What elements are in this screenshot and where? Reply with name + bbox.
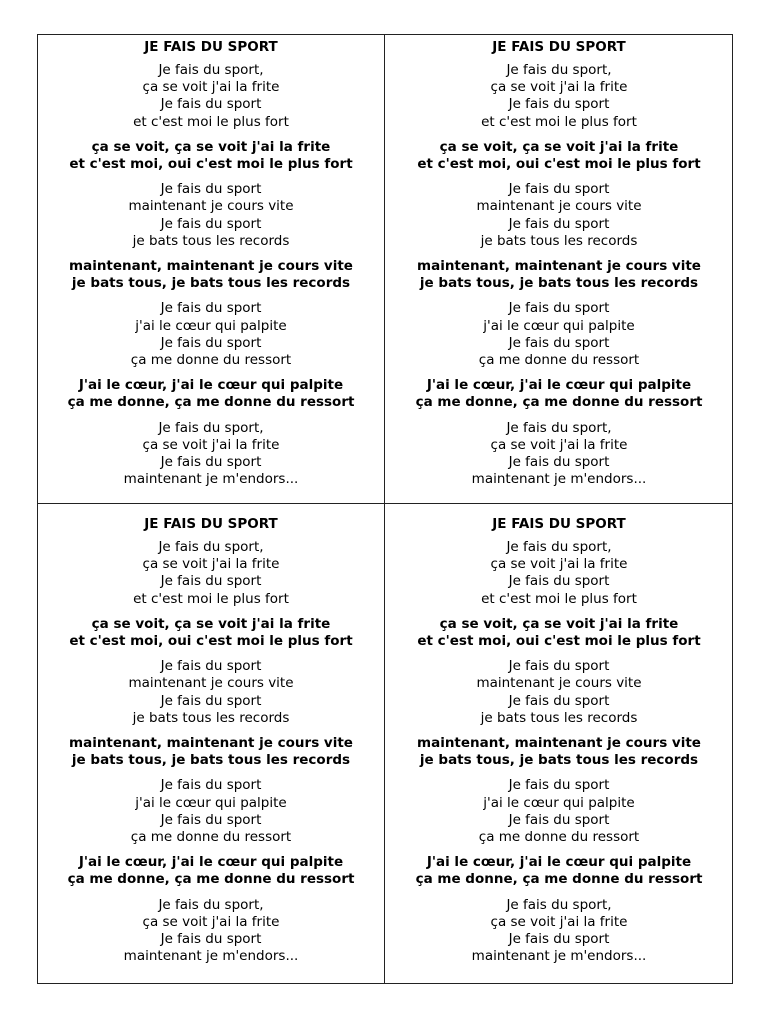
lyric-line: ça me donne, ça me donne du ressort xyxy=(415,871,703,888)
lyric-line: ça me donne du ressort xyxy=(130,352,292,369)
lyric-line: maintenant je cours vite xyxy=(128,675,294,692)
chorus-stanza xyxy=(38,377,384,411)
lyric-line: maintenant je cours vite xyxy=(128,198,294,215)
lyric-line: je bats tous les records xyxy=(480,709,638,726)
chorus-stanza xyxy=(38,139,384,173)
song-title: JE FAIS DU SPORT xyxy=(144,39,278,55)
chorus-stanza xyxy=(385,377,733,411)
lyric-line: ça se voit j'ai la frite xyxy=(142,913,280,930)
verse-stanza xyxy=(38,420,384,489)
verse-stanza xyxy=(38,777,384,846)
lyric-line: Je fais du sport xyxy=(160,454,262,471)
lyric-line: ça me donne, ça me donne du ressort xyxy=(67,871,355,888)
lyric-line: Je fais du sport xyxy=(160,692,262,709)
lyrics-card-bottom-left xyxy=(38,504,385,984)
verse-stanza xyxy=(385,420,733,489)
lyric-line: Je fais du sport xyxy=(160,300,262,317)
chorus-stanza xyxy=(38,735,384,769)
lyric-line: j'ai le cœur qui palpite xyxy=(483,794,635,811)
chorus-stanza xyxy=(38,854,384,888)
lyric-line: Je fais du sport xyxy=(508,96,610,113)
song-title: JE FAIS DU SPORT xyxy=(492,516,626,532)
lyric-line: j'ai le cœur qui palpite xyxy=(135,794,287,811)
lyric-line: maintenant je cours vite xyxy=(476,675,642,692)
verse-stanza xyxy=(38,300,384,369)
lyric-line: ça se voit j'ai la frite xyxy=(490,79,628,96)
verse-stanza xyxy=(38,897,384,966)
lyric-line: Je fais du sport xyxy=(508,811,610,828)
lyric-line: Je fais du sport, xyxy=(158,539,264,555)
lyric-line: maintenant je cours vite xyxy=(476,198,642,215)
lyric-line: Je fais du sport xyxy=(508,931,610,948)
lyric-line: Je fais du sport xyxy=(160,931,262,948)
song-title: JE FAIS DU SPORT xyxy=(492,39,626,55)
lyric-line: maintenant je m'endors... xyxy=(471,948,647,965)
lyric-line: Je fais du sport, xyxy=(158,419,264,436)
verse-stanza xyxy=(38,181,384,250)
lyrics-card-top-right xyxy=(385,35,733,504)
lyric-line: J'ai le cœur, j'ai le cœur qui palpite xyxy=(426,854,692,871)
lyric-line: j'ai le cœur qui palpite xyxy=(135,317,287,334)
lyric-line: Je fais du sport xyxy=(160,334,262,351)
lyric-line: maintenant je m'endors... xyxy=(471,471,647,488)
lyric-line: et c'est moi, oui c'est moi le plus fort xyxy=(69,156,353,173)
lyric-line: ça me donne, ça me donne du ressort xyxy=(67,394,355,411)
verse-stanza xyxy=(385,181,733,250)
verse-stanza xyxy=(385,777,733,846)
lyric-line: Je fais du sport xyxy=(160,777,262,794)
lyric-line: J'ai le cœur, j'ai le cœur qui palpite xyxy=(426,377,692,394)
lyric-line: Je fais du sport xyxy=(508,658,610,675)
verse-stanza xyxy=(38,658,384,727)
lyric-line: Je fais du sport, xyxy=(506,62,612,78)
lyric-line: et c'est moi, oui c'est moi le plus fort xyxy=(417,633,701,650)
lyric-line: Je fais du sport xyxy=(508,692,610,709)
lyric-line: maintenant, maintenant je cours vite xyxy=(417,735,701,752)
lyric-line: ça me donne du ressort xyxy=(130,829,292,846)
lyric-line: Je fais du sport, xyxy=(506,419,612,436)
lyric-line: et c'est moi le plus fort xyxy=(481,590,637,607)
lyric-line: et c'est moi le plus fort xyxy=(481,113,637,130)
lyric-line: ça se voit j'ai la frite xyxy=(490,556,628,573)
lyric-line: Je fais du sport xyxy=(508,777,610,794)
lyric-line: Je fais du sport, xyxy=(158,62,264,78)
lyrics-card-bottom-right xyxy=(385,504,733,984)
chorus-stanza xyxy=(385,139,733,173)
verse-stanza xyxy=(38,539,384,608)
verse-stanza xyxy=(385,539,733,608)
lyric-line: ça se voit j'ai la frite xyxy=(142,79,280,96)
lyric-line: je bats tous, je bats tous les records xyxy=(419,275,699,292)
lyric-line: Je fais du sport xyxy=(160,658,262,675)
lyric-line: et c'est moi le plus fort xyxy=(133,113,289,130)
verse-stanza xyxy=(385,897,733,966)
lyric-line: Je fais du sport xyxy=(160,573,262,590)
lyric-line: ça me donne du ressort xyxy=(478,352,640,369)
lyric-line: je bats tous les records xyxy=(480,232,638,249)
lyric-line: Je fais du sport xyxy=(508,454,610,471)
lyric-line: Je fais du sport xyxy=(160,215,262,232)
lyric-line: Je fais du sport xyxy=(508,181,610,198)
verse-stanza xyxy=(385,62,733,131)
chorus-stanza xyxy=(385,735,733,769)
lyric-line: Je fais du sport, xyxy=(158,896,264,913)
lyric-line: maintenant je m'endors... xyxy=(123,948,299,965)
lyric-line: je bats tous les records xyxy=(132,709,290,726)
verse-stanza xyxy=(385,300,733,369)
lyric-line: j'ai le cœur qui palpite xyxy=(483,317,635,334)
chorus-stanza xyxy=(38,616,384,650)
lyric-line: et c'est moi, oui c'est moi le plus fort xyxy=(417,156,701,173)
lyric-line: ça se voit j'ai la frite xyxy=(490,913,628,930)
lyric-line: Je fais du sport xyxy=(160,96,262,113)
lyric-line: Je fais du sport, xyxy=(506,896,612,913)
lyric-line: Je fais du sport, xyxy=(506,539,612,555)
lyric-line: J'ai le cœur, j'ai le cœur qui palpite xyxy=(78,377,344,394)
chorus-stanza xyxy=(38,258,384,292)
lyric-line: et c'est moi le plus fort xyxy=(133,590,289,607)
lyric-line: ça me donne, ça me donne du ressort xyxy=(415,394,703,411)
lyric-line: ça se voit, ça se voit j'ai la frite xyxy=(91,138,331,155)
lyric-line: J'ai le cœur, j'ai le cœur qui palpite xyxy=(78,854,344,871)
verse-stanza xyxy=(38,62,384,131)
lyric-line: maintenant, maintenant je cours vite xyxy=(69,735,353,752)
lyric-line: je bats tous, je bats tous les records xyxy=(71,275,351,292)
lyric-line: je bats tous les records xyxy=(132,232,290,249)
lyric-line: Je fais du sport xyxy=(508,334,610,351)
lyric-line: ça me donne du ressort xyxy=(478,829,640,846)
lyric-line: Je fais du sport xyxy=(160,811,262,828)
lyric-line: ça se voit, ça se voit j'ai la frite xyxy=(91,615,331,632)
chorus-stanza xyxy=(385,258,733,292)
lyric-line: ça se voit j'ai la frite xyxy=(490,436,628,453)
lyric-line: Je fais du sport xyxy=(508,215,610,232)
chorus-stanza xyxy=(385,616,733,650)
lyric-line: ça se voit, ça se voit j'ai la frite xyxy=(439,138,679,155)
lyric-line: ça se voit j'ai la frite xyxy=(142,436,280,453)
lyric-line: je bats tous, je bats tous les records xyxy=(71,752,351,769)
lyric-line: Je fais du sport xyxy=(508,300,610,317)
song-title: JE FAIS DU SPORT xyxy=(144,516,278,532)
lyric-line: ça se voit, ça se voit j'ai la frite xyxy=(439,615,679,632)
lyric-line: maintenant je m'endors... xyxy=(123,471,299,488)
lyric-line: ça se voit j'ai la frite xyxy=(142,556,280,573)
lyric-line: Je fais du sport xyxy=(508,573,610,590)
chorus-stanza xyxy=(385,854,733,888)
lyric-line: je bats tous, je bats tous les records xyxy=(419,752,699,769)
lyric-line: maintenant, maintenant je cours vite xyxy=(69,258,353,275)
lyric-line: et c'est moi, oui c'est moi le plus fort xyxy=(69,633,353,650)
verse-stanza xyxy=(385,658,733,727)
lyrics-sheet xyxy=(37,34,733,984)
lyric-line: Je fais du sport xyxy=(160,181,262,198)
lyrics-card-top-left xyxy=(38,35,385,504)
lyric-line: maintenant, maintenant je cours vite xyxy=(417,258,701,275)
